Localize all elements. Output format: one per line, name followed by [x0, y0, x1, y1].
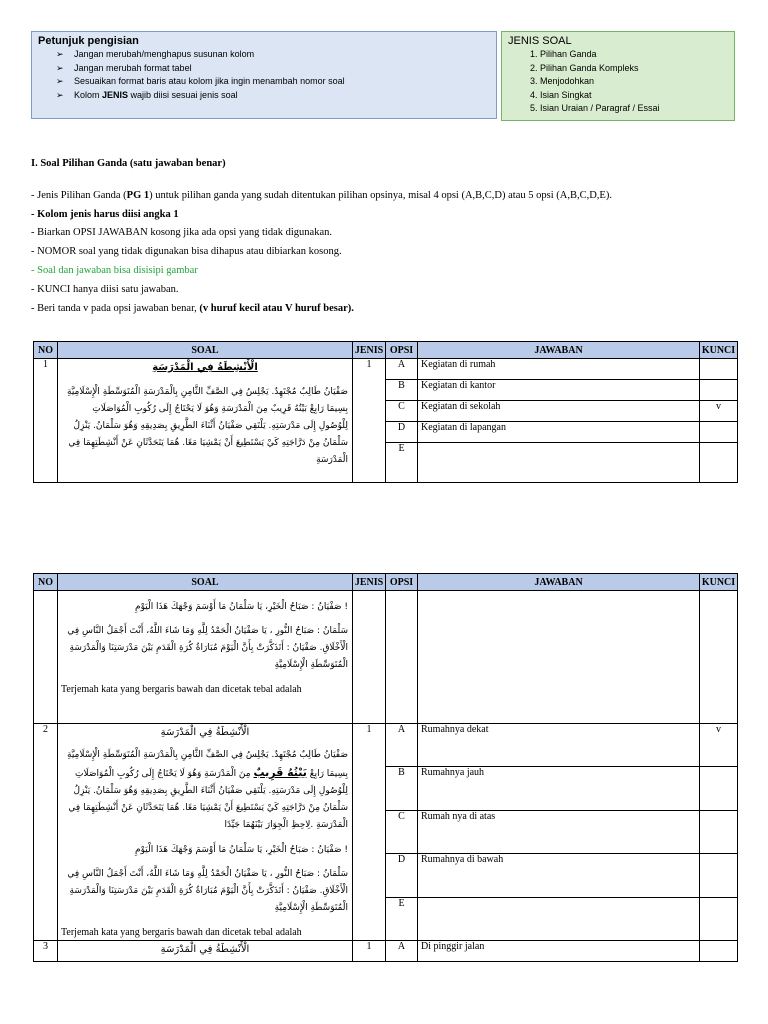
jenis-soal-box: [501, 31, 735, 121]
question-cell[interactable]: [58, 591, 353, 724]
dialog-line: سَلْمَانُ : صَبَاحُ النُّورِ ، يَا صَفْيَانُ الْحَمْدُ لِلَّهِ وَمَا شَاءَ اللَّهُ، أَنْتَ أَجْمَلُ النَّاسِ فِي الْأَخْلَاقِ. صَفْيَانُ : أَتَذَكَّرَتْ بِأَنَّ الْيَوْمَ مُبَارَاةُ كُرَةِ الْقَدَمِ بَيْنَ مَدْرَسَتِنَا وَالْمَدْرَسَةِ الْمُتَوَسِّطَةِ الْإِسْلَامِيَّةِ: [67, 626, 348, 670]
col-soal: SOAL: [58, 574, 353, 591]
dialog-line: سَلْمَانُ : صَبَاحُ النُّورِ ، يَا صَفْيَانُ الْحَمْدُ لِلَّهِ وَمَا شَاءَ اللَّهُ، أَنْتَ أَجْمَلُ النَّاسِ فِي الْأَخْلَاقِ. صَفْيَانُ : أَتَذَكَّرَتْ بِأَنَّ الْيَوْمَ مُبَارَاةُ كُرَةِ الْقَدَمِ بَيْنَ مَدْرَسَتِنَا وَالْمَدْرَسَةِ الْمُتَوَسِّطَةِ الْإِسْلَامِيَّةِ: [67, 869, 348, 913]
option-key[interactable]: [700, 380, 738, 401]
option-label: D: [386, 854, 418, 897]
option-label: C: [386, 401, 418, 422]
option-label: E: [386, 443, 418, 483]
question-number: [34, 591, 58, 724]
col-jenis: JENIS: [353, 342, 386, 359]
list-item: ➢ Jangan merubah/menghapus susunan kolom: [56, 48, 496, 62]
underlined-phrase: بَيْتُهُ قَرِيبٌ: [253, 766, 307, 779]
option-answer[interactable]: Rumah nya di atas: [418, 810, 700, 853]
col-opsi: OPSI: [386, 574, 418, 591]
question-cell[interactable]: [58, 724, 353, 941]
option-answer[interactable]: Kegiatan di lapangan: [418, 422, 700, 443]
option-answer[interactable]: [418, 897, 700, 940]
dialog-line: ! صَفْيَانُ : صَبَاحُ الْخَيْرِ، يَا سَلْمَانُ مَا أَوْسَمَ وَجْهَكَ هَذَا الْيَوْمِ: [135, 602, 348, 612]
jenis-soal-title: JENIS SOAL: [508, 35, 572, 47]
list-item: ➢ Jangan merubah format tabel: [56, 62, 496, 76]
question-cell[interactable]: [58, 359, 353, 483]
translation-prompt: Terjemah kata yang bergaris bawah dan dicetak tebal adalah: [61, 684, 302, 695]
option-answer[interactable]: Rumahnya di bawah: [418, 854, 700, 897]
col-no: NO: [34, 574, 58, 591]
option-answer[interactable]: Di pinggir jalan: [418, 941, 700, 962]
question-title: الْأَنْشِطَةُ فِي الْمَدْرَسَةِ: [160, 944, 250, 955]
table-row: [34, 591, 738, 724]
question-paragraph: صَفْيَانُ طَالِبٌ مُجْتَهِدٌ. يَجْلِسُ فِي الصَّفِّ الثَّامِنِ بِالْمَدْرَسَةِ الْمُتَوَسِّطَةِ الْإِسْلَامِيَّةِ بِسِيمَا رَابِعْ بَيْتُهُ قَرِيبٌ مِنَ الْمَدْرَسَةِ وَهُوَ لَا يَحْتَاجُ إِلَى رُكُوبِ الْمُوَاصَلَاتِ لِلْوُصُولِ إِلَى مَدْرَسَتِهِ. يَلْتَقِي صَفْيَانُ أَثْنَاءَ الطَّرِيقِ بِصَدِيقِهِ وَهُوَ سَلْمَانُ. يَنْزِلُ سَلْمَانُ مِنْ دَرَّاجَتِهِ كَيْ يَسْتَطِيعَ أَنْ يَمْشِيَا مَعًا. هُمَا يَتَحَدَّثَانِ عَنْ أَنْشِطَتِهِمَا فِي الْمَدْرَسَةِ: [67, 387, 348, 465]
option-answer[interactable]: Kegiatan di rumah: [418, 359, 700, 380]
petunjuk-title: Petunjuk pengisian: [38, 35, 139, 47]
question-table-1: [33, 341, 738, 483]
table-header-row: [34, 574, 738, 591]
question-number: 3: [34, 941, 58, 962]
translation-prompt: Terjemah kata yang bergaris bawah dan dicetak tebal adalah: [61, 927, 302, 938]
question-title: الْأَنْشِطَةُ فِي الْمَدْرَسَةِ: [160, 727, 250, 738]
arrow-bullet-icon: ➢: [56, 62, 64, 73]
option-label: A: [386, 941, 418, 962]
option-key[interactable]: [700, 854, 738, 897]
option-answer[interactable]: Kegiatan di kantor: [418, 380, 700, 401]
instruction-line: - KUNCI hanya diisi satu jawaban.: [31, 284, 179, 295]
option-label: B: [386, 767, 418, 810]
question-table-2: [33, 573, 738, 962]
question-jenis: 1: [353, 359, 386, 483]
option-key[interactable]: v: [700, 724, 738, 767]
col-jenis: JENIS: [353, 574, 386, 591]
option-answer[interactable]: Kegiatan di sekolah: [418, 401, 700, 422]
instruction-line: - Biarkan OPSI JAWABAN kosong jika ada opsi yang tidak digunakan.: [31, 227, 332, 238]
option-label: D: [386, 422, 418, 443]
option-label: E: [386, 897, 418, 940]
question-number: 1: [34, 359, 58, 483]
question-jenis: [353, 591, 386, 724]
option-key[interactable]: [700, 897, 738, 940]
option-answer[interactable]: Rumahnya dekat: [418, 724, 700, 767]
instruction-line: - Beri tanda v pada opsi jawaban benar, (v huruf kecil atau V huruf besar).: [31, 303, 354, 314]
option-key[interactable]: v: [700, 401, 738, 422]
table-header-row: [34, 342, 738, 359]
option-key[interactable]: [700, 810, 738, 853]
list-item: ➢ Sesuaikan format baris atau kolom jika ingin menambah nomor soal: [56, 75, 496, 89]
instruction-line: - Jenis Pilihan Ganda (PG 1) untuk pilihan ganda yang sudah ditentukan pilihan opsinya, misal 4 opsi (A,B,C,D) atau 5 opsi (A,B,C,D,E).: [31, 190, 612, 201]
instruction-line: - NOMOR soal yang tidak digunakan bisa dihapus atau dibiarkan kosong.: [31, 246, 342, 257]
option-answer[interactable]: Rumahnya jauh: [418, 767, 700, 810]
option-answer[interactable]: [418, 591, 700, 724]
col-kunci: KUNCI: [700, 342, 738, 359]
section-title: I. Soal Pilihan Ganda (satu jawaban benar): [31, 158, 226, 169]
col-jawaban: JAWABAN: [418, 574, 700, 591]
list-item: 5. Isian Uraian / Paragraf / Essai: [540, 102, 734, 116]
option-label: B: [386, 380, 418, 401]
option-key[interactable]: [700, 591, 738, 724]
instruction-line-green: - Soal dan jawaban bisa disisipi gambar: [31, 265, 198, 276]
table-row: [34, 941, 738, 962]
question-jenis: 1: [353, 724, 386, 941]
col-opsi: OPSI: [386, 342, 418, 359]
option-key[interactable]: [700, 767, 738, 810]
option-label: C: [386, 810, 418, 853]
list-item: 1. Pilihan Ganda: [540, 48, 734, 62]
option-key[interactable]: [700, 359, 738, 380]
question-jenis: 1: [353, 941, 386, 962]
option-label: A: [386, 724, 418, 767]
list-item: 4. Isian Singkat: [540, 89, 734, 103]
petunjuk-box: [31, 31, 497, 119]
col-soal: SOAL: [58, 342, 353, 359]
instruction-line: - Kolom jenis harus diisi angka 1: [31, 209, 179, 220]
table-row: [34, 359, 738, 380]
option-key[interactable]: [700, 941, 738, 962]
jenis-soal-list: [524, 48, 734, 116]
option-key[interactable]: [700, 422, 738, 443]
list-item: 3. Menjodohkan: [540, 75, 734, 89]
question-number: 2: [34, 724, 58, 941]
question-cell[interactable]: [58, 941, 353, 962]
arrow-bullet-icon: ➢: [56, 76, 64, 86]
question-paragraph: صَفْيَانُ طَالِبٌ مُجْتَهِدٌ. يَجْلِسُ فِي الصَّفِّ الثَّامِنِ بِالْمَدْرَسَةِ الْمُتَوَسِّطَةِ الْإِسْلَامِيَّةِ بِسِيمَا رَابِعْ بَيْتُهُ قَرِيبٌ مِنَ الْمَدْرَسَةِ وَهُوَ لَا يَحْتَاجُ إِلَى رُكُوبِ الْمُوَاصَلَاتِ لِلْوُصُولِ إِلَى مَدْرَسَتِهِ. يَلْتَقِي صَفْيَانُ أَثْنَاءَ الطَّرِيقِ بِصَدِيقِهِ وَهُوَ سَلْمَانُ. يَنْزِلُ سَلْمَانُ مِنْ دَرَّاجَتِهِ كَيْ يَسْتَطِيعَ أَنْ يَمْشِيَا مَعًا. هُمَا يَتَحَدَّثَانِ عَنْ أَنْشِطَتِهِمَا فِي الْمَدْرَسَةِ .لِاحِظِ الْجِوَارَ بَيْنَهُمَا جَيِّدًا: [67, 750, 348, 830]
col-jawaban: JAWABAN: [418, 342, 700, 359]
option-label: A: [386, 359, 418, 380]
question-title: الْأَنْشِطَةُ فِي الْمَدْرَسَةِ: [152, 362, 258, 373]
col-no: NO: [34, 342, 58, 359]
option-answer[interactable]: [418, 443, 700, 483]
list-item: ➢ Kolom JENIS wajib diisi sesuai jenis soal: [56, 89, 496, 103]
arrow-bullet-icon: ➢: [56, 89, 64, 100]
petunjuk-list: [56, 48, 496, 102]
list-item: 2. Pilihan Ganda Kompleks: [540, 62, 734, 76]
table-row: [34, 724, 738, 767]
col-kunci: KUNCI: [700, 574, 738, 591]
option-label: [386, 591, 418, 724]
dialog-line: ! صَفْيَانُ : صَبَاحُ الْخَيْرِ، يَا سَلْمَانُ مَا أَوْسَمَ وَجْهَكَ هَذَا الْيَوْمِ: [135, 845, 348, 855]
option-key[interactable]: [700, 443, 738, 483]
arrow-bullet-icon: ➢: [56, 49, 64, 59]
